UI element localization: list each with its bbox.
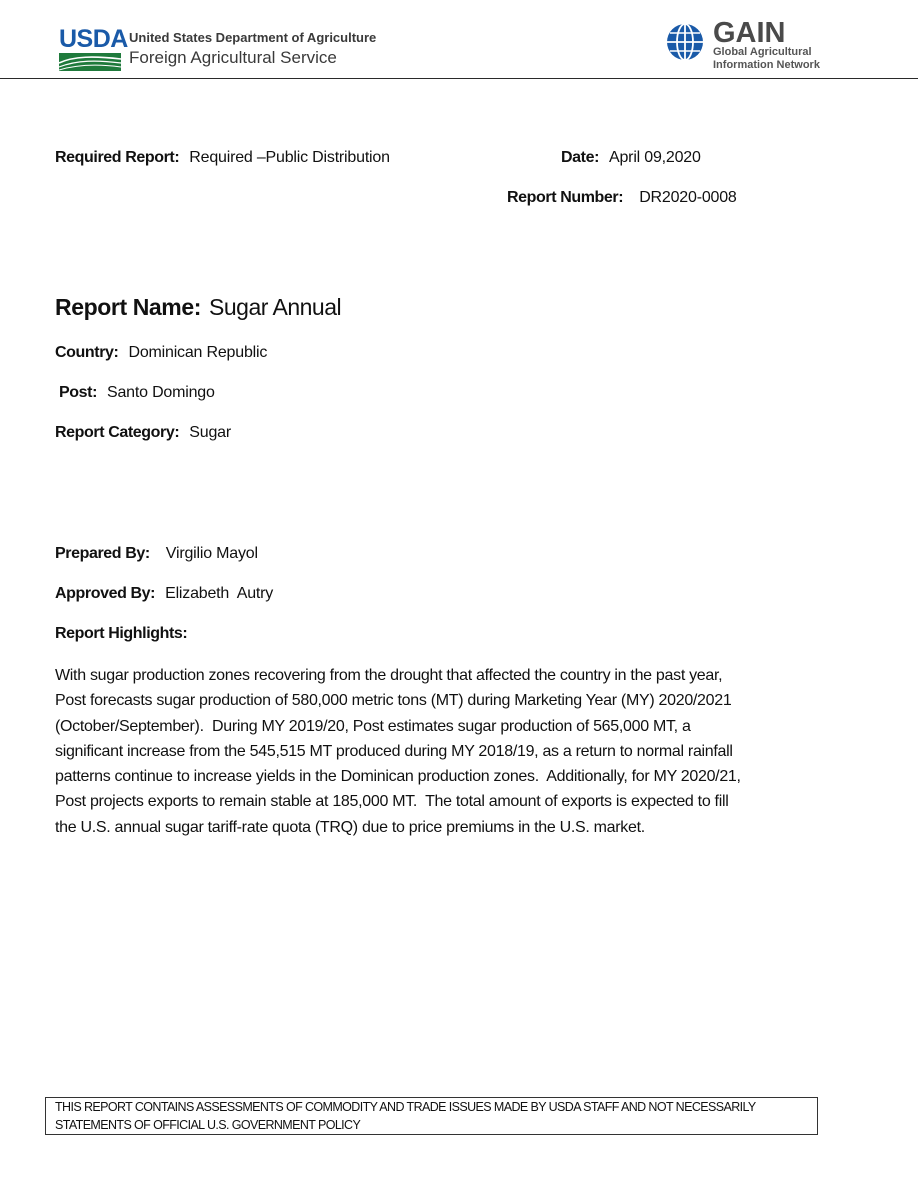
disclaimer-line1: THIS REPORT CONTAINS ASSESSMENTS OF COMMODITY AND TRADE ISSUES MADE BY USDA STAFF AND NOT NECESSARILY xyxy=(55,1100,756,1114)
required-report-value: Required –Public Distribution xyxy=(189,149,390,166)
report-category-label: Report Category: xyxy=(55,424,180,441)
country-value: Dominican Republic xyxy=(128,344,268,361)
usda-logo-text: USDA xyxy=(59,25,128,53)
report-highlights-text xyxy=(55,663,825,840)
date-row xyxy=(561,149,701,167)
gain-subtitle-line2: Information Network xyxy=(713,59,820,71)
highlights-line: (October/September). During MY 2019/20, Post estimates sugar production of 565,000 MT, a xyxy=(55,717,691,735)
usda-logo xyxy=(59,25,128,72)
post-value: Santo Domingo xyxy=(107,384,215,401)
report-name-value: Sugar Annual xyxy=(209,294,342,320)
department-name: United States Department of Agriculture xyxy=(129,30,377,45)
prepared-by-label: Prepared By: xyxy=(55,545,150,562)
disclaimer-line2: STATEMENTS OF OFFICIAL U.S. GOVERNMENT POLICY xyxy=(55,1118,361,1132)
prepared-by-row xyxy=(55,545,258,563)
report-number-value: DR2020-0008 xyxy=(639,189,737,206)
highlights-line: patterns continue to increase yields in the Dominican production zones. Additionally, for MY 2020/21, xyxy=(55,768,741,786)
report-highlights-label: Report Highlights: xyxy=(55,625,188,642)
prepared-by-value: Virgilio Mayol xyxy=(165,545,258,562)
report-number-label: Report Number: xyxy=(507,189,624,206)
country-label: Country: xyxy=(55,344,119,361)
date-value: April 09,2020 xyxy=(609,149,701,166)
highlights-line: With sugar production zones recovering from the drought that affected the country in the past year, xyxy=(55,667,723,684)
gain-subtitle-line1: Global Agricultural xyxy=(713,46,812,58)
required-report-row xyxy=(55,149,390,167)
report-category-value: Sugar xyxy=(189,424,231,441)
report-number-row xyxy=(507,189,737,207)
approved-by-value: Elizabeth Autry xyxy=(165,585,274,602)
date-label: Date: xyxy=(561,149,600,166)
highlights-line: the U.S. annual sugar tariff-rate quota (TRQ) due to price premiums in the U.S. market. xyxy=(55,818,645,836)
post-label: Post: xyxy=(59,384,98,401)
report-name-label: Report Name: xyxy=(55,294,202,320)
highlights-line: Post projects exports to remain stable at 185,000 MT. The total amount of exports is expected to fill xyxy=(55,793,729,811)
report-highlights-heading xyxy=(55,625,187,643)
usda-wave-icon xyxy=(59,53,121,71)
required-report-label: Required Report: xyxy=(55,149,180,166)
highlights-line: significant increase from the 545,515 MT produced during MY 2018/19, as a return to normal rainfall xyxy=(55,742,733,760)
approved-by-row xyxy=(55,585,273,603)
report-category-row xyxy=(55,424,231,442)
gain-title: GAIN xyxy=(713,17,786,49)
agency-name: Foreign Agricultural Service xyxy=(129,48,337,67)
header-divider xyxy=(0,78,918,79)
gain-globe-icon xyxy=(665,22,705,62)
country-row xyxy=(55,344,267,362)
approved-by-label: Approved By: xyxy=(55,585,156,602)
report-name-row xyxy=(55,294,341,321)
disclaimer-box xyxy=(45,1097,818,1135)
highlights-line: Post forecasts sugar production of 580,000 metric tons (MT) during Marketing Year (MY) 2020/2021 xyxy=(55,692,732,710)
post-row xyxy=(59,384,215,402)
